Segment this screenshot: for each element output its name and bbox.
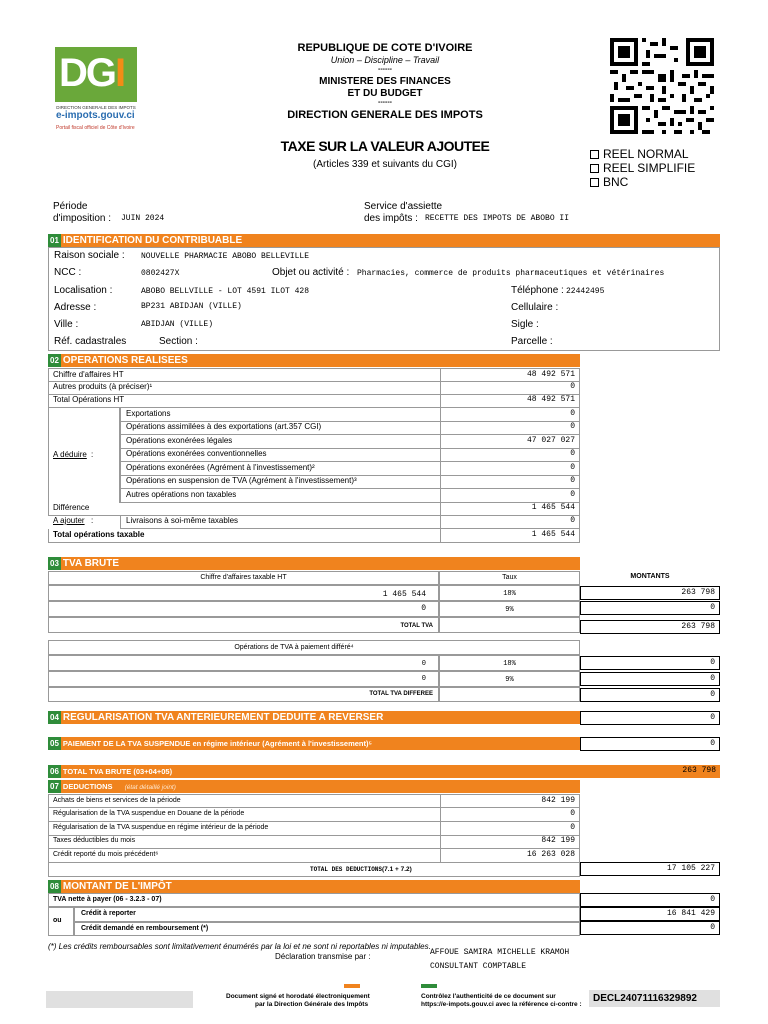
deduction-label: Régularisation de la TVA suspendue en Douane de la période [53, 810, 245, 817]
period-label-2: d'imposition : [53, 213, 112, 224]
deferred-header-text: Opérations de TVA à paiement différé⁴ [234, 644, 354, 651]
ref-cadastrales-label: Réf. cadastrales [54, 336, 127, 347]
credit-label: Crédit à reporter [81, 910, 136, 917]
localisation-value: ABOBO BELLVILLE - LOT 4591 ILOT 428 [141, 287, 310, 296]
deferred-total-empty-cell [439, 687, 580, 702]
tva-row-1-base: 1 465 544 [382, 590, 426, 599]
column-separator [440, 849, 441, 862]
deferred-row-2-base: 0 [421, 675, 426, 683]
deduction-label: Régularisation de la TVA suspendue en régime intérieur de la période [53, 824, 269, 831]
ministry-2: ET DU BUDGET [347, 88, 423, 99]
ministry-1: MINISTERE DES FINANCES [319, 76, 451, 87]
transmise-role: CONSULTANT COMPTABLE [430, 962, 527, 971]
operation-label: Exportations [126, 409, 171, 418]
operation-label: Total Opérations HT [53, 395, 125, 404]
tva-row-1-rate: 18% [503, 590, 516, 598]
ville-value: ABIDJAN (VILLE) [141, 320, 214, 329]
section-04-amount: 0 [580, 711, 720, 725]
tva-row-2-rate: 9% [505, 606, 514, 614]
operation-row [120, 448, 580, 462]
ncc-label: NCC : [54, 267, 82, 278]
operation-row [120, 421, 580, 435]
column-separator [440, 795, 441, 807]
operation-row [120, 515, 580, 529]
site-name: e-impots.gouv.ci [56, 110, 135, 121]
service-label-2: des impôts : [364, 213, 418, 224]
column-separator [440, 808, 441, 821]
credit-amount: 16 841 429 [580, 907, 720, 921]
operation-value: 0 [570, 449, 575, 458]
ou-label: ou [53, 917, 62, 924]
green-marker [421, 984, 437, 988]
deduction-value: 16 263 028 [526, 850, 575, 859]
objet-value: Pharmacies, commerce de produits pharmaceutiques et vétérinaires [357, 269, 665, 278]
operation-row [120, 462, 580, 476]
deferred-header [48, 640, 580, 655]
total-tva-label: TOTAL TVA [400, 623, 433, 629]
deduction-value: 842 199 [541, 836, 575, 845]
operation-value: 0 [570, 382, 575, 391]
operation-label: Total opérations taxable [53, 530, 145, 539]
section-label: Section : [159, 336, 198, 347]
deduction-row [48, 794, 580, 808]
localisation-label: Localisation : [54, 285, 113, 296]
deferred-row-1-rate: 18% [503, 660, 516, 668]
republic: REPUBLIQUE DE COTE D'IVOIRE [297, 42, 473, 54]
section-01-header: 01 IDENTIFICATION DU CONTRIBUABLE [48, 234, 720, 247]
regime-reel-normal[interactable]: REEL NORMAL [590, 147, 689, 161]
total-tva-empty-cell [439, 617, 580, 633]
total-tva-amount: 263 798 [580, 620, 720, 634]
telephone-value: 22442495 [566, 287, 605, 296]
site-subtitle: Portail fiscal officiel de Côte d'Ivoire [56, 125, 135, 131]
regime-reel-simplifie[interactable]: REEL SIMPLIFIE [590, 161, 695, 175]
cellulaire-label: Cellulaire : [511, 302, 559, 313]
operation-label: Livraisons à soi-même taxables [126, 516, 239, 525]
deduction-row [48, 835, 580, 849]
operation-value: 0 [570, 463, 575, 472]
deduction-label: Crédit reporté du mois précédent⁶ [53, 851, 159, 858]
operation-row [48, 502, 580, 516]
remboursement-label: Crédit demandé en remboursement (*) [81, 925, 209, 932]
column-separator [440, 462, 441, 475]
operation-value: 1 465 544 [531, 503, 575, 512]
operation-value: 0 [570, 476, 575, 485]
operation-value: 0 [570, 409, 575, 418]
deduction-row [48, 822, 580, 836]
dash-2: ------ [378, 99, 392, 106]
service-value: RECETTE DES IMPOTS DE ABOBO II [425, 214, 570, 223]
check-line-1: Contrôlez l'authenticité de ce document sur [421, 993, 556, 1000]
raison-value: NOUVELLE PHARMACIE ABOBO BELLEVILLE [141, 252, 310, 261]
col-ca-taxable: Chiffre d'affaires taxable HT [48, 571, 439, 585]
operation-label: Différence [53, 503, 90, 512]
tva-row-2-base: 0 [421, 604, 426, 613]
transmise-name: AFFOUE SAMIRA MICHELLE KRAMOH [430, 948, 570, 957]
operation-label: Opérations assimilées à des exportations (art.357 CGI) [126, 422, 322, 431]
deferred-total-amount: 0 [580, 688, 720, 702]
deduction-value: 842 199 [541, 796, 575, 805]
remboursement-amount: 0 [580, 921, 720, 935]
ncc-value: 0802427X [141, 269, 180, 278]
column-separator [440, 408, 441, 421]
section-05-header: 05 PAIEMENT DE LA TVA SUSPENDUE en régime intérieur (Agrément à l'investissement)⁵ [48, 737, 580, 750]
deduction-value: 0 [570, 823, 575, 832]
deduction-value: 0 [570, 809, 575, 818]
sigle-label: Sigle : [511, 319, 539, 330]
credit-row [74, 907, 580, 922]
operation-row [120, 408, 580, 422]
deduction-label: Achats de biens et services de la période [53, 797, 181, 804]
operation-label: Chiffre d'affaires HT [53, 370, 124, 379]
col-taux: Taux [439, 571, 580, 585]
operation-value: 47 027 027 [526, 436, 575, 445]
column-separator [440, 435, 441, 448]
column-separator [440, 529, 441, 542]
direction: DIRECTION GENERALE DES IMPOTS [287, 109, 483, 121]
operation-row [48, 381, 580, 395]
operation-row [48, 394, 580, 408]
operation-row [120, 435, 580, 449]
column-separator [440, 421, 441, 434]
logo-subtitle: DIRECTION GENERALE DES IMPOTS [56, 105, 136, 110]
raison-label: Raison sociale : [54, 250, 125, 261]
transmise-label: Déclaration transmise par : [275, 952, 371, 961]
section-02-header: 02 OPERATIONS REALISEES [48, 354, 580, 367]
column-separator [440, 448, 441, 461]
operation-label: Opérations exonérées légales [126, 436, 233, 445]
parcelle-label: Parcelle : [511, 336, 553, 347]
column-separator [440, 502, 441, 515]
a-ajouter-colon: : [91, 516, 94, 525]
a-ajouter-label: A ajouter [53, 516, 85, 525]
total-deductions-amount: 17 105 227 [580, 862, 720, 876]
signed-line-2: par la Direction Générale des Impôts [255, 1001, 369, 1008]
column-separator [440, 489, 441, 502]
dgi-logo: DGI DIRECTION GENERALE DES IMPOTS [55, 47, 137, 102]
deferred-row-1-amount: 0 [580, 656, 720, 670]
footnote: (*) Les crédits remboursables sont limitativement énumérés par la loi et ne sont ni reportables ni imputables. [48, 942, 431, 951]
motto: Union – Discipline – Travail [330, 55, 440, 65]
col-montants: MONTANTS [630, 573, 670, 580]
column-separator [440, 475, 441, 488]
period-value: JUIN 2024 [121, 214, 165, 223]
check-line-2: https://e-impots.gouv.ci avec la référence ci-contre : [421, 1001, 582, 1008]
deduction-row [48, 849, 580, 863]
operation-label: Autres opérations non taxables [126, 490, 237, 499]
tva-row-2-amount: 0 [580, 601, 720, 615]
section-06-amount: 263 798 [682, 766, 716, 775]
section-05-amount: 0 [580, 737, 720, 751]
operation-value: 1 465 544 [531, 530, 575, 539]
deduction-label: Taxes déductibles du mois [53, 837, 136, 844]
orange-marker [344, 984, 360, 988]
section-07-header: 07 DEDUCTIONS (état détaillé joint) [48, 780, 580, 793]
ville-label: Ville : [54, 319, 79, 330]
section-06-header: 06 TOTAL TVA BRUTE (03+04+05) [48, 765, 720, 778]
column-separator [440, 515, 441, 528]
operation-value: 0 [570, 516, 575, 525]
qr-code [610, 38, 714, 134]
column-separator [440, 369, 441, 381]
operation-row [120, 489, 580, 503]
section-07-note: (état détaillé joint) [124, 784, 176, 791]
section-08-header: 08 MONTANT DE L'IMPÔT [48, 880, 580, 893]
operation-value: 0 [570, 490, 575, 499]
operation-value: 0 [570, 422, 575, 431]
operation-label: Opérations exonérées conventionnelles [126, 449, 267, 458]
declaration-reference: DECL24071116329892 [589, 990, 720, 1007]
deferred-total-label: TOTAL TVA DIFFEREE [369, 691, 433, 697]
dash-1: ------ [378, 66, 392, 73]
signed-line-1: Document signé et horodaté électroniquement [226, 993, 370, 1000]
adresse-label: Adresse : [54, 302, 97, 313]
telephone-label: Téléphone : [511, 285, 564, 296]
operation-row [48, 529, 580, 543]
net-tva-label: TVA nette à payer (06 - 3.2.3 - 07) [53, 896, 162, 903]
column-separator [440, 381, 441, 394]
a-deduire-colon: : [91, 450, 94, 459]
operation-row [120, 475, 580, 489]
operation-value: 48 492 571 [526, 370, 575, 379]
deferred-row-2-amount: 0 [580, 672, 720, 686]
column-separator [440, 835, 441, 848]
operation-label: Opérations exonérées (Agrément à l'investissement)² [126, 463, 315, 472]
period-label-1: Période [53, 201, 88, 212]
column-separator [440, 822, 441, 835]
net-tva-amount: 0 [580, 893, 720, 907]
operation-row [48, 368, 580, 382]
service-label-1: Service d'assiette [364, 201, 443, 212]
operation-label: Opérations en suspension de TVA (Agrément à l'investissement)³ [126, 476, 357, 485]
section-03-header: 03 TVA BRUTE [48, 557, 580, 570]
footer-grey-block [46, 991, 193, 1008]
form-subtitle: (Articles 339 et suivants du CGI) [313, 159, 457, 170]
a-deduire-label: A déduire [53, 450, 87, 459]
identification-box [48, 247, 720, 351]
deferred-row-1-base: 0 [421, 660, 426, 668]
objet-label: Objet ou activité : [272, 267, 350, 278]
operation-value: 48 492 571 [526, 395, 575, 404]
form-title: TAXE SUR LA VALEUR AJOUTEE [280, 138, 490, 154]
total-deductions-label: TOTAL DES DEDUCTIONS(7.1 + 7.2) [310, 866, 412, 873]
section-04-header: 04 REGULARISATION TVA ANTERIEUREMENT DEDUITE A REVERSER [48, 711, 580, 724]
column-separator [440, 394, 441, 407]
deduction-row [48, 808, 580, 822]
deferred-row-2-rate: 9% [505, 676, 514, 684]
regime-bnc[interactable]: BNC [590, 175, 628, 189]
operation-label: Autres produits (à préciser)¹ [53, 382, 153, 391]
tva-row-1-amount: 263 798 [580, 586, 720, 600]
adresse-value: BP231 ABIDJAN (VILLE) [141, 302, 242, 311]
